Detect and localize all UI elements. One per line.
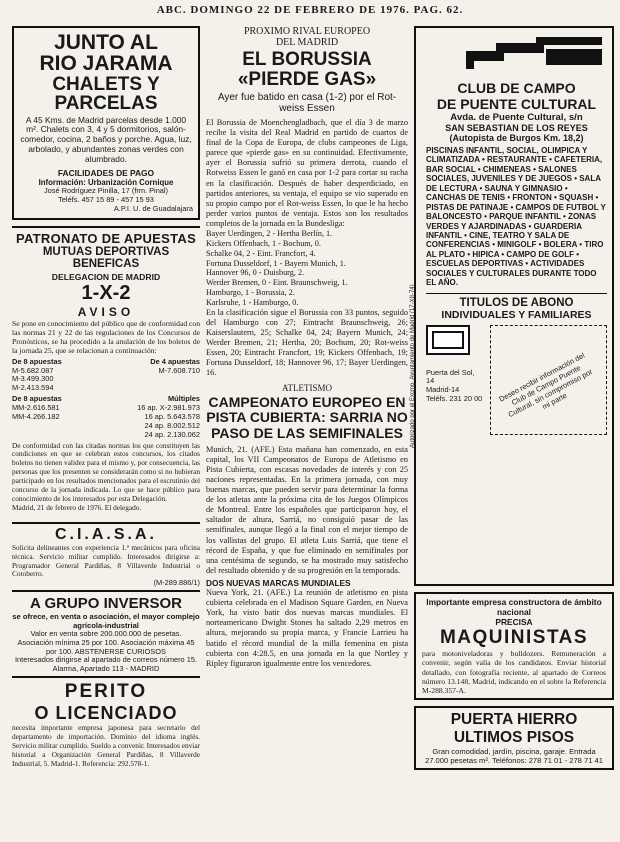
result-item: Fortuna Dusseldorf, 1 - Bayern Munich, 1.: [206, 258, 346, 268]
grupo-contact: Interesados dirigirse al apartado de correos número 15. Alarma, Apartado 113 - MADRID: [15, 655, 197, 674]
jarama-footer: A.P.I. U. de Guadalajara: [113, 203, 193, 213]
article-body-1: El Borussia de Moenchengladbach, que el día 3 de marzo recibe la visita del Real Madrid en partido de cuartos de final de la Copa de Europa, de clubs campeones de Liga, parece que «pierde gas» en su continuidad. Efectivamente, ayer el Borussia sufrió su primera derrota, cuando el Rotweiss Essen le ganó en casa por 1-2 para cortar su racha en la clasificación. Después de haber desperdiciado, en partidos anteriores, su ventaja, el equipo se vio superado en su propio campo por el Rot-weiss Essen, lo que le ha hecho perder varios puntos de ventaja. Estos son los resultados completos de la jornada en la Bundesliga:: [206, 117, 408, 228]
headline-2: CAMPEONATO EUROPEO EN PISTA CUBIERTA: SARRIA NO PASO DE LAS SEMIFINALES: [206, 393, 408, 441]
grupo-body: Valor en venta sobre 200.000.000 de pesetas. Asociación mínima 25 por 100. Asociación máxima 45 por 100. ABSTENERSE CURIOSOS: [17, 629, 195, 656]
article-body-3: Munich, 21. (AFE.) Esta mañana han comenzado, en esta capital, los VII Campeonatos de Europa de Atletismo en Pista Cubierta, con escasas novedades de interés y con 25 naciones representadas. En la primera jornada, con muy buenas marcas, que pueden servir para determinar la forma de los atletas ante la próxima cita de los Juegos Olímpicos de Montreal. Entre los españoles que participaron hoy, el saltador de altura, Sarriá, no consiguió pasar de las semifinales, aunque llegó a la final con el mejor tiempo de los vallistas del grupo. El atleta Luis Sarriá, que tiene el récord de España, y que fue eliminado en semifinales por una centésima de segundo, se ha mostrado muy satisfecho del resultado obtenido y de su progresión en la temporada.: [206, 444, 408, 575]
perito-title-2: O LICENCIADO: [34, 703, 178, 724]
ciasa-ref: (M-289.886/1): [153, 578, 200, 588]
kicker-2: DEL MADRID: [275, 37, 339, 48]
grupo-sub: se ofrece, en venta o asociación, el mayor complejo agrícola-industrial: [12, 612, 200, 631]
grupo-ad: [12, 595, 200, 678]
club-ad: [410, 26, 614, 586]
result-item: Bayer Uerdingen, 2 - Hertha Berlín, 1.: [206, 229, 333, 239]
section-label: ATLETISMO: [282, 382, 332, 393]
jarama-title-2: RIO JARAMA: [39, 52, 173, 76]
club-contact-3: Teléfs. 231 20 00: [426, 394, 483, 404]
grupo-title: A GRUPO INVERSOR: [30, 595, 182, 613]
club-titles-1: TITULOS DE ABONO: [459, 296, 574, 309]
result-item: Kickers Offenbach, 1 - Bochum, 0.: [206, 238, 321, 248]
club-titles-2: INDIVIDUALES Y FAMILIARES: [441, 308, 592, 321]
quiniela-row2-a: M-3.499.300: [12, 374, 54, 384]
ciasa-ad: [12, 522, 200, 592]
club-emblem-icon: [426, 325, 470, 355]
headline: EL BORUSSIA «PIERDE GAS»: [237, 49, 377, 90]
quiniela-m3-b: 24 ap. 8.002.512: [144, 420, 200, 430]
quiniela-footer-body: De conformidad con las citadas normas los que constituyen las condiciones en que se celebran estos concursos, los citados boletos no tienen validez para el mismo y, por consecuencia, las personas que los presenten se considerarán como si no hubieran participado en los resultados mencionados para el escrutinio del concurso de la jornada indicada. Lo que se hace público para conocimiento de los interesados por esta Delegación.: [12, 440, 200, 503]
quiniela-aviso: AVISO: [77, 304, 135, 319]
right-column: [410, 26, 614, 836]
club-town: SAN SEBASTIAN DE LOS REYES: [445, 123, 588, 133]
quiniela-col-c: De 8 apuestas: [12, 394, 62, 404]
quiniela-m2-b: 16 ap. 5.643.578: [144, 411, 200, 421]
result-item: Schalke 04, 2 - Eint. Francfort, 4.: [206, 248, 316, 258]
perito-body: necesita importante empresa japonesa para secretario del departamento de importación. Dominio del idioma inglés. Servicio militar cumplido. Sueldo a convenir. Interesados enviar historial a Organización General Pardiñas, 8 Villaverde Industrial, 5. Madrid-1. Referencia: 292.578-1.: [12, 723, 200, 768]
hierro-ad: [414, 706, 614, 770]
club-contact-1: Puerta del Sol, 14: [426, 367, 475, 386]
maquinistas-ad: [414, 592, 614, 700]
article-body-2: En la clasificación sigue el Borussia con 33 puntos, seguido del Hamburgo con 27; Eintracht Braunschweig, 26; Kaiserslautern, 25; Schalke 04, 24; Bayern Munich, 24; Werder Bremen, 21; Hertha, 20; Bochum, 20; Rot-weiss Essen, 20; Eintracht Francfort, 19; Kickers Offenbach, 19; Fortuna Dusseldorf, 18; Hannover 96, 17; Bayer Uerdingen, 16.: [206, 307, 408, 378]
club-logo-icon: [426, 35, 602, 71]
club-coupon[interactable]: [490, 325, 607, 435]
hierro-body: Gran comodidad, jardín, piscina, garaje. Entrada 27.000 pesetas m². Teléfonos: 278 71 01 - 278 71 41: [424, 747, 604, 766]
article-body-4: Nueva York, 21. (AFE.) La reunión de atletismo en pista cubierta celebrada en el Madison Square Garden, en Nueva York, ha visto batir dos nuevas marcas mundiales. El norteamericano Dwight Stones ha saltado 2,29 metros en altura, mejorando su propia marca, y Francie Larrieu ha batido el récord mundial de la milla femenina en pista cubierta con 4:28.5, en una jornada en la que Nortley y Ripley figuraron igualmente entre los vencedores.: [206, 588, 408, 668]
subhead: DOS NUEVAS MARCAS MUNDIALES: [206, 578, 351, 589]
center-column: [206, 26, 408, 836]
result-item: Karlsruhe, 1 - Hamburgo, 0.: [206, 297, 299, 307]
result-item: Hamburgo, 1 - Borussia, 2.: [206, 288, 295, 298]
club-facilities: PISCINAS INFANTIL, SOCIAL, OLIMPICA Y CLIMATIZADA • RESTAURANTE • CAFETERIA, BAR SOCIAL • CHIMENEAS • SALONES SOCIALES, JUVENILES Y DE JUEGOS • SALA DE LECTURA • SAUNA Y GIMNASIO • CANCHAS DE TENIS • FRONTON • SQUASH • PISTAS DE PATINAJE • CAMPOS DE FUTBOL Y BALONCESTO • PARQUE INFANTIL • ZONAS VERDES Y AJARDINADAS • GUARDERIA INFANTIL • CINE, TEATRO Y SALA DE CONFERENCIAS • MINIGOLF • BOLERA • TIRO AL PLATO • HIPICA • CAMPO DE GOLF • ESCUELAS DEPORTIVAS • ACTIVIDADES SOCIALES Y CULTURALES DURANTE TODO EL AÑO.: [426, 146, 606, 288]
club-road: (Autopista de Burgos Km. 18,2): [449, 133, 584, 143]
quiniela-notice: [12, 226, 200, 516]
deck: Ayer fue batido en casa (1-2) por el Rot-weiss Essen: [217, 91, 397, 115]
quiniela-body: Se pone en conocimiento del público que de conformidad con las normas 21 y 22 de las regulaciones de los Concursos de Pronósticos, se ha procedido a la anulación de los boletos de la jornada 25, que se relacionan a continuación:: [12, 318, 200, 356]
club-title-2: DE PUENTE CULTURAL: [436, 96, 597, 112]
perito-ad: [12, 681, 200, 768]
vertical-notice: Autorizado por el Excmo. Ayuntamiento de Madrid (17-XII-74): [410, 284, 416, 448]
maquinistas-body: para motoniveladoras y bulldozers. Remuneración a convenir, según valía de los candidatos. Enviar historial detallado, con fotografía reciente, al apartado de Correos número 13.148, Madrid, indicando en el sobre la Referencia M-288.357-A.: [422, 649, 606, 695]
result-item: Werder Bremen, 0 - Eint. Braunschweig, 1.: [206, 278, 348, 288]
jarama-title-3: CHALETS Y: [52, 73, 160, 95]
quiniela-title-2: MUTUAS DEPORTIVAS BENEFICAS: [42, 245, 170, 270]
results-list: [206, 229, 408, 308]
maquinistas-title: MAQUINISTAS: [439, 627, 589, 648]
ciasa-body: Solicita delineantes con experiencia 1.ª mecánicos para oficina técnica. Servicio militar cumplido. Interesados dirigirse a: Programador General Pardiñas, 8 Villaverde Industrial o Cotoberro.: [12, 542, 200, 579]
quiniela-delegation: DELEGACION DE MADRID: [51, 271, 161, 282]
jarama-body: A 45 Kms. de Madrid parcelas desde 1.000 m². Chalets con 3, 4 y 5 dormitorios, salón-comedor, cocina, 2 baños y porche. Agua, luz, arbolado, y abundantes zonas verdes con alumbrado.: [20, 114, 192, 165]
page-header: ABC. DOMINGO 22 DE FEBRERO DE 1976. PAG. 62.: [156, 4, 464, 16]
jarama-address: José Rodríguez Pinilla, 17 (frm. Pinal): [43, 186, 169, 196]
left-column: [12, 26, 200, 836]
jarama-phone: Teléfs. 457 15 89 - 457 15 93: [58, 194, 154, 204]
kicker-1: PROXIMO RIVAL EUROPEO: [243, 26, 371, 37]
hierro-title-2: ULTIMOS PISOS: [453, 729, 575, 747]
coupon-text: Deseo recibir información del Club de Campo Puente Cultural, sin compromiso por mi parte: [497, 350, 594, 419]
hierro-title-1: PUERTA HIERRO: [450, 711, 578, 729]
maquinistas-intro: Importante empresa constructora de ámbito nacional: [426, 597, 602, 617]
ciasa-title: C.I.A.S.A.: [54, 525, 157, 543]
quiniela-title-1: PATRONATO DE APUESTAS: [15, 230, 197, 246]
quiniela-m1-b: 16 ap. X-2.981.973: [137, 403, 200, 413]
club-address: Avda. de Puente Cultural, s/n: [450, 112, 583, 123]
quiniela-col-b: De 4 apuestas: [150, 356, 200, 366]
quiniela-m2-a: MM-4.266.182: [12, 411, 60, 421]
quiniela-m4-b: 24 ap. 2.130.062: [144, 429, 200, 439]
club-title-1: CLUB DE CAMPO: [457, 80, 576, 96]
jarama-terms: FACILIDADES DE PAGO: [57, 168, 155, 179]
quiniela-col-a: De 8 apuestas: [12, 356, 62, 366]
quiniela-row1-b: M-7.608.710: [158, 365, 200, 375]
maquinistas-precisa: PRECISA: [495, 617, 533, 627]
club-contact-2: Madrid-14: [426, 385, 460, 395]
result-item: Hannover 96, 0 - Duisburg, 2.: [206, 268, 305, 278]
quiniela-row3-a: M-2.413.594: [12, 383, 54, 393]
jarama-title-4: PARCELAS: [54, 93, 158, 115]
jarama-ad: [12, 26, 200, 220]
quiniela-date: Madrid, 21 de febrero de 1976. El delegado.: [12, 502, 142, 512]
perito-title-1: PERITO: [64, 681, 148, 703]
quiniela-result: 1-X-2: [81, 281, 131, 304]
jarama-info: Información: Urbanización Cornique: [38, 178, 174, 188]
jarama-title-1: JUNTO AL: [54, 31, 158, 54]
quiniela-col-d: Múltiples: [167, 394, 200, 404]
quiniela-row1-a: M-5.682.087: [12, 365, 54, 375]
quiniela-m1-a: MM-2.616.581: [12, 403, 60, 413]
